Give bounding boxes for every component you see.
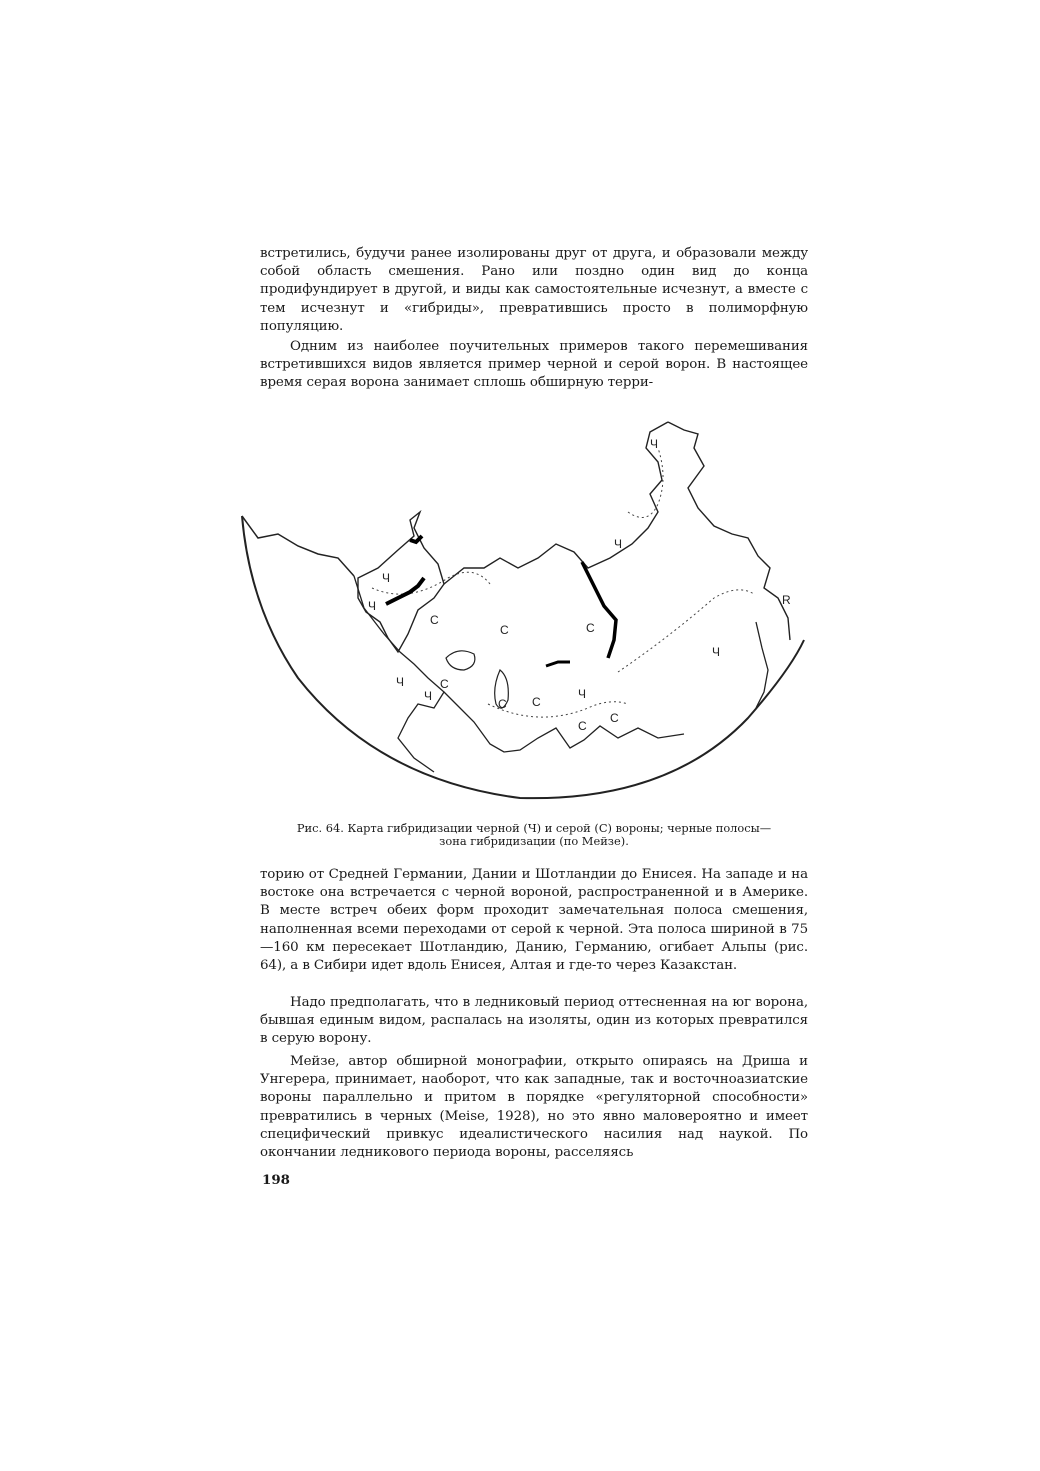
hybrid-zone-europe	[386, 578, 424, 604]
map-label-black-5: Ч	[712, 645, 720, 659]
map-label-gray-4: С	[440, 677, 449, 691]
map-label-gray-7: С	[578, 719, 587, 733]
map-label-gray-1: С	[430, 613, 439, 627]
paragraph-3: торию от Средней Германии, Дании и Шотландии до Енисея. На западе и на востоке она встречается с черной вороной, распространенной и в Америке. В месте встреч обеих форм проходит замечательная полоса смешения, наполненная всеми переходами от серой к черной. Эта полоса шириной в 75—160 км пересекает Шотландию, Данию, Германию, огибает Альпы (рис. 64), а в Сибири идет вдоль Енисея, Алтая и где-то через Казакстан.	[260, 867, 808, 974]
coastline-far-east	[668, 422, 790, 640]
map-label-black-6: Ч	[396, 675, 404, 689]
coastline-south-asia	[444, 692, 684, 752]
map-label-gray-6: С	[532, 695, 541, 709]
coastline-america	[242, 516, 354, 576]
coastline-arctic	[444, 422, 668, 584]
map-label-america: R	[782, 593, 791, 607]
hybrid-zone-yenisei	[582, 562, 616, 658]
paragraph-5: Мейзе, автор обширной монографии, открыто опираясь на Дриша и Унгерера, принимает, наоборот, что как западные, так и восточноазиатские вороны параллельно и притом в порядке «регуляторной способности» превратились в черных (Meise, 1928), но это явно маловероятно и имеет специфический привкус идеалистического насилия над наукой. По окончании ледникового периода вороны, расселяясь	[260, 1054, 808, 1161]
map-label-black-1: Ч	[382, 571, 390, 585]
map-label-black-3: Ч	[614, 537, 622, 551]
map-label-black-7: Ч	[424, 689, 432, 703]
figure-caption	[260, 822, 808, 848]
figure-caption-line-2: зона гибридизации (по Мейзе).	[439, 834, 629, 848]
page-number: 198	[262, 1172, 290, 1188]
paragraph-2: Одним из наиболее поучительных примеров такого перемешивания встретившихся видов является пример черной и серой ворон. В настоящее время серая ворона занимает сплошь обширную терри-	[260, 339, 808, 391]
range-boundary-north	[628, 448, 663, 517]
hybrid-zone-altai	[546, 662, 570, 666]
range-boundary-south	[488, 702, 628, 717]
map-label-gray-5: С	[498, 697, 507, 711]
map-label-black-2: Ч	[368, 599, 376, 613]
paragraph-4: Надо предполагать, что в ледниковый период оттесненная на юг ворона, бывшая единым видом, распалась на изоляты, один из которых превратился в серую ворону.	[260, 995, 808, 1047]
map-label-black-4: Ч	[650, 437, 658, 451]
black-sea	[446, 651, 475, 670]
figure-caption-line-1: Рис. 64. Карта гибридизации черной (Ч) и серой (С) вороны; черные полосы—	[296, 821, 772, 835]
coastline-scandinavia	[358, 512, 444, 652]
paragraph-1: встретились, будучи ранее изолированы друг от друга, и образовали между собой область смешения. Рано или поздно один вид до конца продифундирует в другой, и виды как самостоятельные исчезнут, а вместе с тем исчезнут и «гибриды», превратившись просто в полиморфную популяцию.	[260, 246, 808, 334]
range-boundary-east	[618, 590, 754, 672]
map-label-gray-2: С	[500, 623, 509, 637]
map-label-gray-3: С	[586, 621, 595, 635]
hybridization-map	[238, 408, 810, 818]
map-label-gray-8: С	[610, 711, 619, 725]
map-label-black-8: Ч	[578, 687, 586, 701]
